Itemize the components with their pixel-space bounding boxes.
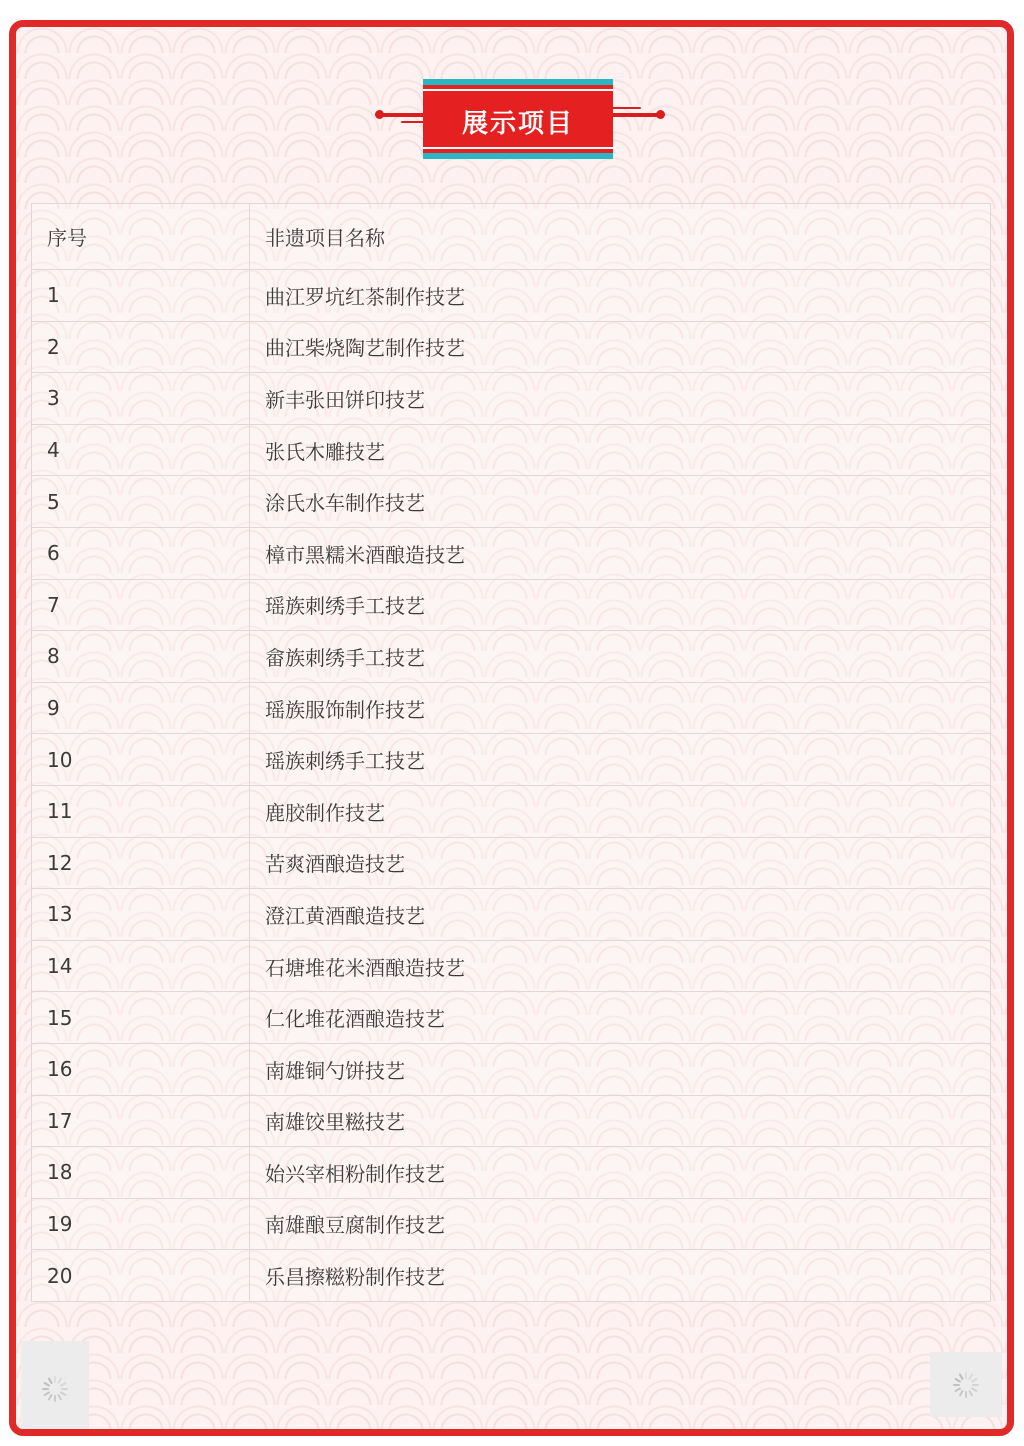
header-project-name: 非遗项目名称 [250,204,991,270]
table-row [32,837,991,889]
section-title-box [423,79,613,159]
table-header-row [32,204,991,270]
table-row [32,1043,991,1095]
table-row [32,734,991,786]
section-title-banner [371,72,661,162]
row-index: 11 [32,785,250,837]
row-index: 12 [32,837,250,889]
row-index: 20 [32,1250,250,1302]
section-title: 展示项目 [461,109,574,139]
row-project-name: 苦爽酒酿造技艺 [250,837,991,889]
table-row [32,527,991,579]
row-index: 7 [32,579,250,631]
table-row [32,785,991,837]
loading-placeholder-right [930,1352,1002,1417]
row-index: 10 [32,734,250,786]
table-row [32,1250,991,1302]
project-table [31,203,991,1302]
row-project-name: 曲江罗坑红茶制作技艺 [250,270,991,322]
row-project-name: 仁化堆花酒酿造技艺 [250,992,991,1044]
row-project-name: 樟市黑糯米酒酿造技艺 [250,527,991,579]
row-project-name: 曲江柴烧陶艺制作技艺 [250,321,991,373]
row-index: 16 [32,1043,250,1095]
table-row [32,424,991,476]
table-row [32,270,991,322]
row-project-name: 鹿胶制作技艺 [250,785,991,837]
page-frame [9,20,1014,1436]
table-row [32,682,991,734]
row-index: 6 [32,527,250,579]
row-project-name: 乐昌擦糍粉制作技艺 [250,1250,991,1302]
loading-spinner-icon [42,1376,68,1402]
row-project-name: 畲族刺绣手工技艺 [250,631,991,683]
row-index: 18 [32,1147,250,1199]
banner-dot-left [375,110,384,119]
table-row [32,476,991,528]
table-row [32,631,991,683]
loading-spinner-icon [953,1372,979,1398]
row-index: 5 [32,476,250,528]
row-index: 17 [32,1095,250,1147]
row-project-name: 瑶族服饰制作技艺 [250,682,991,734]
row-index: 2 [32,321,250,373]
row-project-name: 始兴宰相粉制作技艺 [250,1147,991,1199]
row-index: 13 [32,889,250,941]
row-index: 1 [32,270,250,322]
table-row [32,579,991,631]
row-project-name: 瑶族刺绣手工技艺 [250,734,991,786]
table-row [32,373,991,425]
loading-placeholder-left [21,1341,89,1436]
table-row [32,940,991,992]
row-index: 15 [32,992,250,1044]
row-index: 4 [32,424,250,476]
table-row [32,1198,991,1250]
row-project-name: 石塘堆花米酒酿造技艺 [250,940,991,992]
row-project-name: 南雄饺里糍技艺 [250,1095,991,1147]
row-project-name: 南雄酿豆腐制作技艺 [250,1198,991,1250]
row-project-name: 涂氏水车制作技艺 [250,476,991,528]
table-row [32,992,991,1044]
row-project-name: 南雄铜勺饼技艺 [250,1043,991,1095]
row-project-name: 澄江黄酒酿造技艺 [250,889,991,941]
row-index: 8 [32,631,250,683]
row-index: 14 [32,940,250,992]
row-index: 9 [32,682,250,734]
row-index: 19 [32,1198,250,1250]
table-row [32,321,991,373]
row-project-name: 张氏木雕技艺 [250,424,991,476]
table-row [32,1095,991,1147]
header-index: 序号 [32,204,250,270]
table-row [32,1147,991,1199]
row-project-name: 瑶族刺绣手工技艺 [250,579,991,631]
banner-dot-right [656,110,665,119]
table-row [32,889,991,941]
row-index: 3 [32,373,250,425]
row-project-name: 新丰张田饼印技艺 [250,373,991,425]
